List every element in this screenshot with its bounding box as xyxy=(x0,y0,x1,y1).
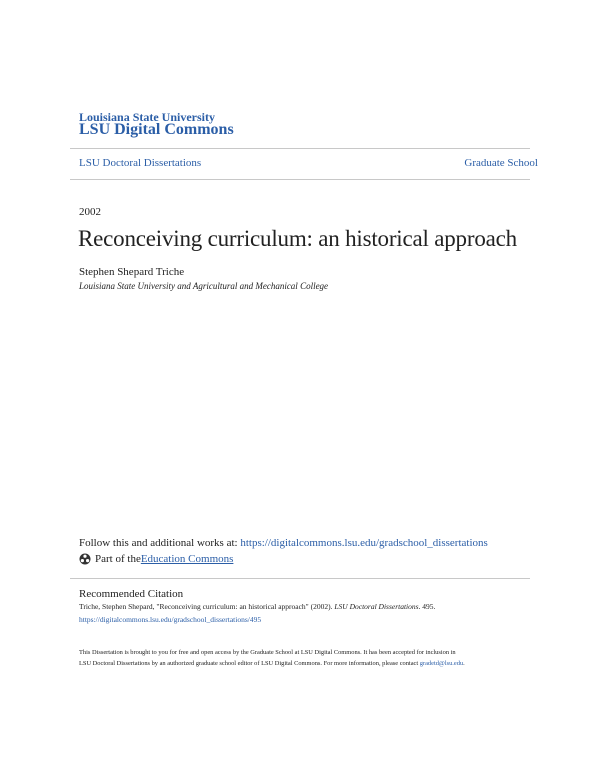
document-title: Reconceiving curriculum: an historical approach xyxy=(78,226,517,251)
author-affiliation: Louisiana State University and Agricultural and Mechanical College xyxy=(79,281,329,291)
university-name: Louisiana State University xyxy=(79,110,216,124)
citation-body: Triche, Stephen Shepard, "Reconceiving curriculum: an historical approach" (2002). xyxy=(79,602,335,611)
citation-journal: LSU Doctoral Dissertations xyxy=(334,602,419,611)
citation-url-link[interactable]: https://digitalcommons.lsu.edu/gradschool_dissertations/495 xyxy=(79,615,262,624)
notice-line-2-end: . xyxy=(463,660,465,667)
citation-heading: Recommended Citation xyxy=(79,588,184,600)
notice-line-2 xyxy=(79,660,465,667)
follow-line xyxy=(79,537,488,549)
school-link[interactable]: Graduate School xyxy=(464,157,538,169)
commons-network-icon xyxy=(79,553,91,565)
citation-end: . 495. xyxy=(418,602,436,611)
education-commons-link[interactable]: Education Commons xyxy=(140,553,234,565)
divider-top xyxy=(70,148,530,149)
notice-line-1: This Dissertation is brought to you for free and open access by the Graduate School at LSU Digital Commons. It has been accepted for inclusion in xyxy=(79,649,456,656)
author-name: Stephen Shepard Triche xyxy=(79,266,185,278)
follow-label: Follow this and additional works at: xyxy=(79,537,241,549)
citation-text xyxy=(79,602,435,611)
part-of-label: Part of the xyxy=(95,553,141,565)
repository-name[interactable]: LSU Digital Commons xyxy=(79,121,234,138)
follow-url-link[interactable]: https://digitalcommons.lsu.edu/gradschool_dissertations xyxy=(240,537,488,549)
divider-breadcrumb xyxy=(70,179,530,180)
publication-year: 2002 xyxy=(79,206,101,218)
collection-link[interactable]: LSU Doctoral Dissertations xyxy=(79,157,202,169)
divider-citation xyxy=(70,578,530,579)
part-of-line xyxy=(79,553,233,565)
notice-line-2-text: LSU Doctoral Dissertations by an authorized graduate school editor of LSU Digital Commons. For more information, please contact xyxy=(79,660,420,667)
contact-email-link[interactable]: gradetd@lsu.edu xyxy=(419,660,464,667)
